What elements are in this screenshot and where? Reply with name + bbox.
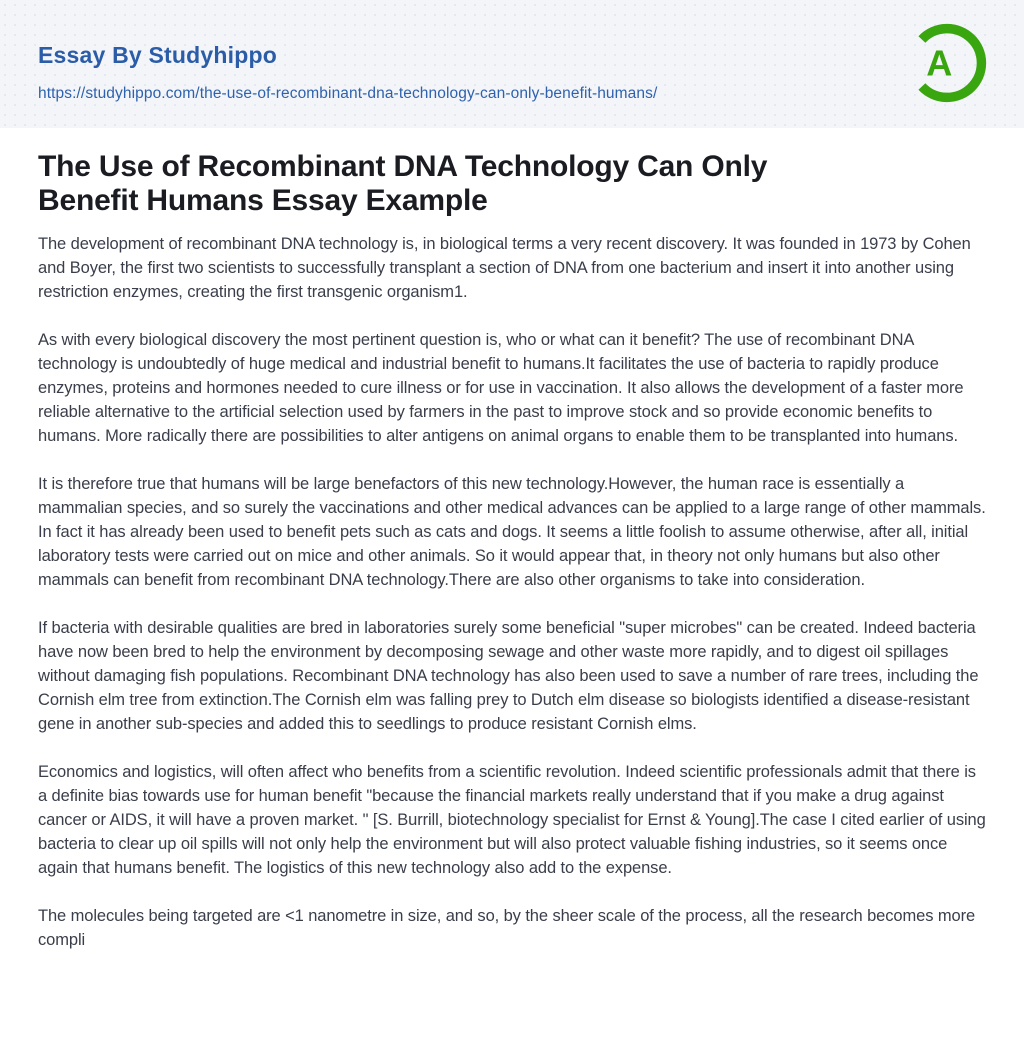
- paragraph-1: The development of recombinant DNA technology is, in biological terms a very recent discovery. It was founded in 1973 by Cohen and Boyer, the first two scientists to successfully transplant a section of DNA from one bacterium and insert it into another using restriction enzymes, creating the first transgenic organism1.: [38, 235, 971, 301]
- logo-letter: A: [926, 42, 953, 84]
- studyhippo-logo-icon: [904, 20, 990, 106]
- page-url-link[interactable]: https://studyhippo.com/the-use-of-recombinant-dna-technology-can-only-benefit-humans/: [38, 85, 658, 102]
- site-title: Essay By Studyhippo: [38, 42, 277, 68]
- article-title: The Use of Recombinant DNA Technology Can Only Benefit Humans Essay Example: [38, 150, 768, 217]
- article: [0, 128, 1024, 982]
- paragraph-2: As with every biological discovery the most pertinent question is, who or what can it benefit? The use of recombinant DNA technology is undoubtedly of huge medical and industrial benefit to humans.It facilitates the use of bacteria to rapidly produce enzymes, proteins and hormones needed to cure illness or for use in vaccination. It also allows the development of a faster more reliable alternative to the artificial selection used by farmers in the past to improve stock and so provide economic benefits to humans. More radically there are possibilities to alter antigens on animal organs to enable them to be transplanted into humans.: [38, 331, 964, 445]
- paragraph-6: The molecules being targeted are <1 nanometre in size, and so, by the sheer scale of the process, all the research becomes more compli: [38, 907, 976, 949]
- paragraph-3: It is therefore true that humans will be large benefactors of this new technology.However, the human race is essentially a mammalian species, and so surely the vaccinations and other medical advances can be applied to a large range of other mammals. In fact it has already been used to benefit pets such as cats and dogs. It seems a little foolish to assume otherwise, after all, initial laboratory tests were carried out on mice and other animals. So it would appear that, in theory not only humans but also other mammals can benefit from recombinant DNA technology.There are also other organisms to take into consideration.: [38, 475, 986, 589]
- article-body: [38, 232, 986, 952]
- paragraph-5: Economics and logistics, will often affect who benefits from a scientific revolution. Indeed scientific professionals admit that there is a definite bias towards use for human benefit "because the financial markets really understand that if you make a drug against cancer or AIDS, it will have a proven market. " [S. Burrill, biotechnology specialist for Ernst & Young].The case I cited earlier of using bacteria to clear up oil spills will not only help the environment but will also protect valuable fishing industries, so it seems once again that humans benefit. The logistics of this new technology also add to the expense.: [38, 763, 986, 877]
- page-header: [0, 0, 1024, 128]
- paragraph-4: If bacteria with desirable qualities are bred in laboratories surely some beneficial "super microbes" can be created. Indeed bacteria have now been bred to help the environment by decomposing sewage and other waste more rapidly, and to digest oil spillages without damaging fish populations. Recombinant DNA technology has also been used to save a number of rare trees, including the Cornish elm tree from extinction.The Cornish elm was falling prey to Dutch elm disease so biologists identified a disease-resistant gene in another sub-species and added this to seedlings to produce resistant Cornish elms.: [38, 619, 979, 733]
